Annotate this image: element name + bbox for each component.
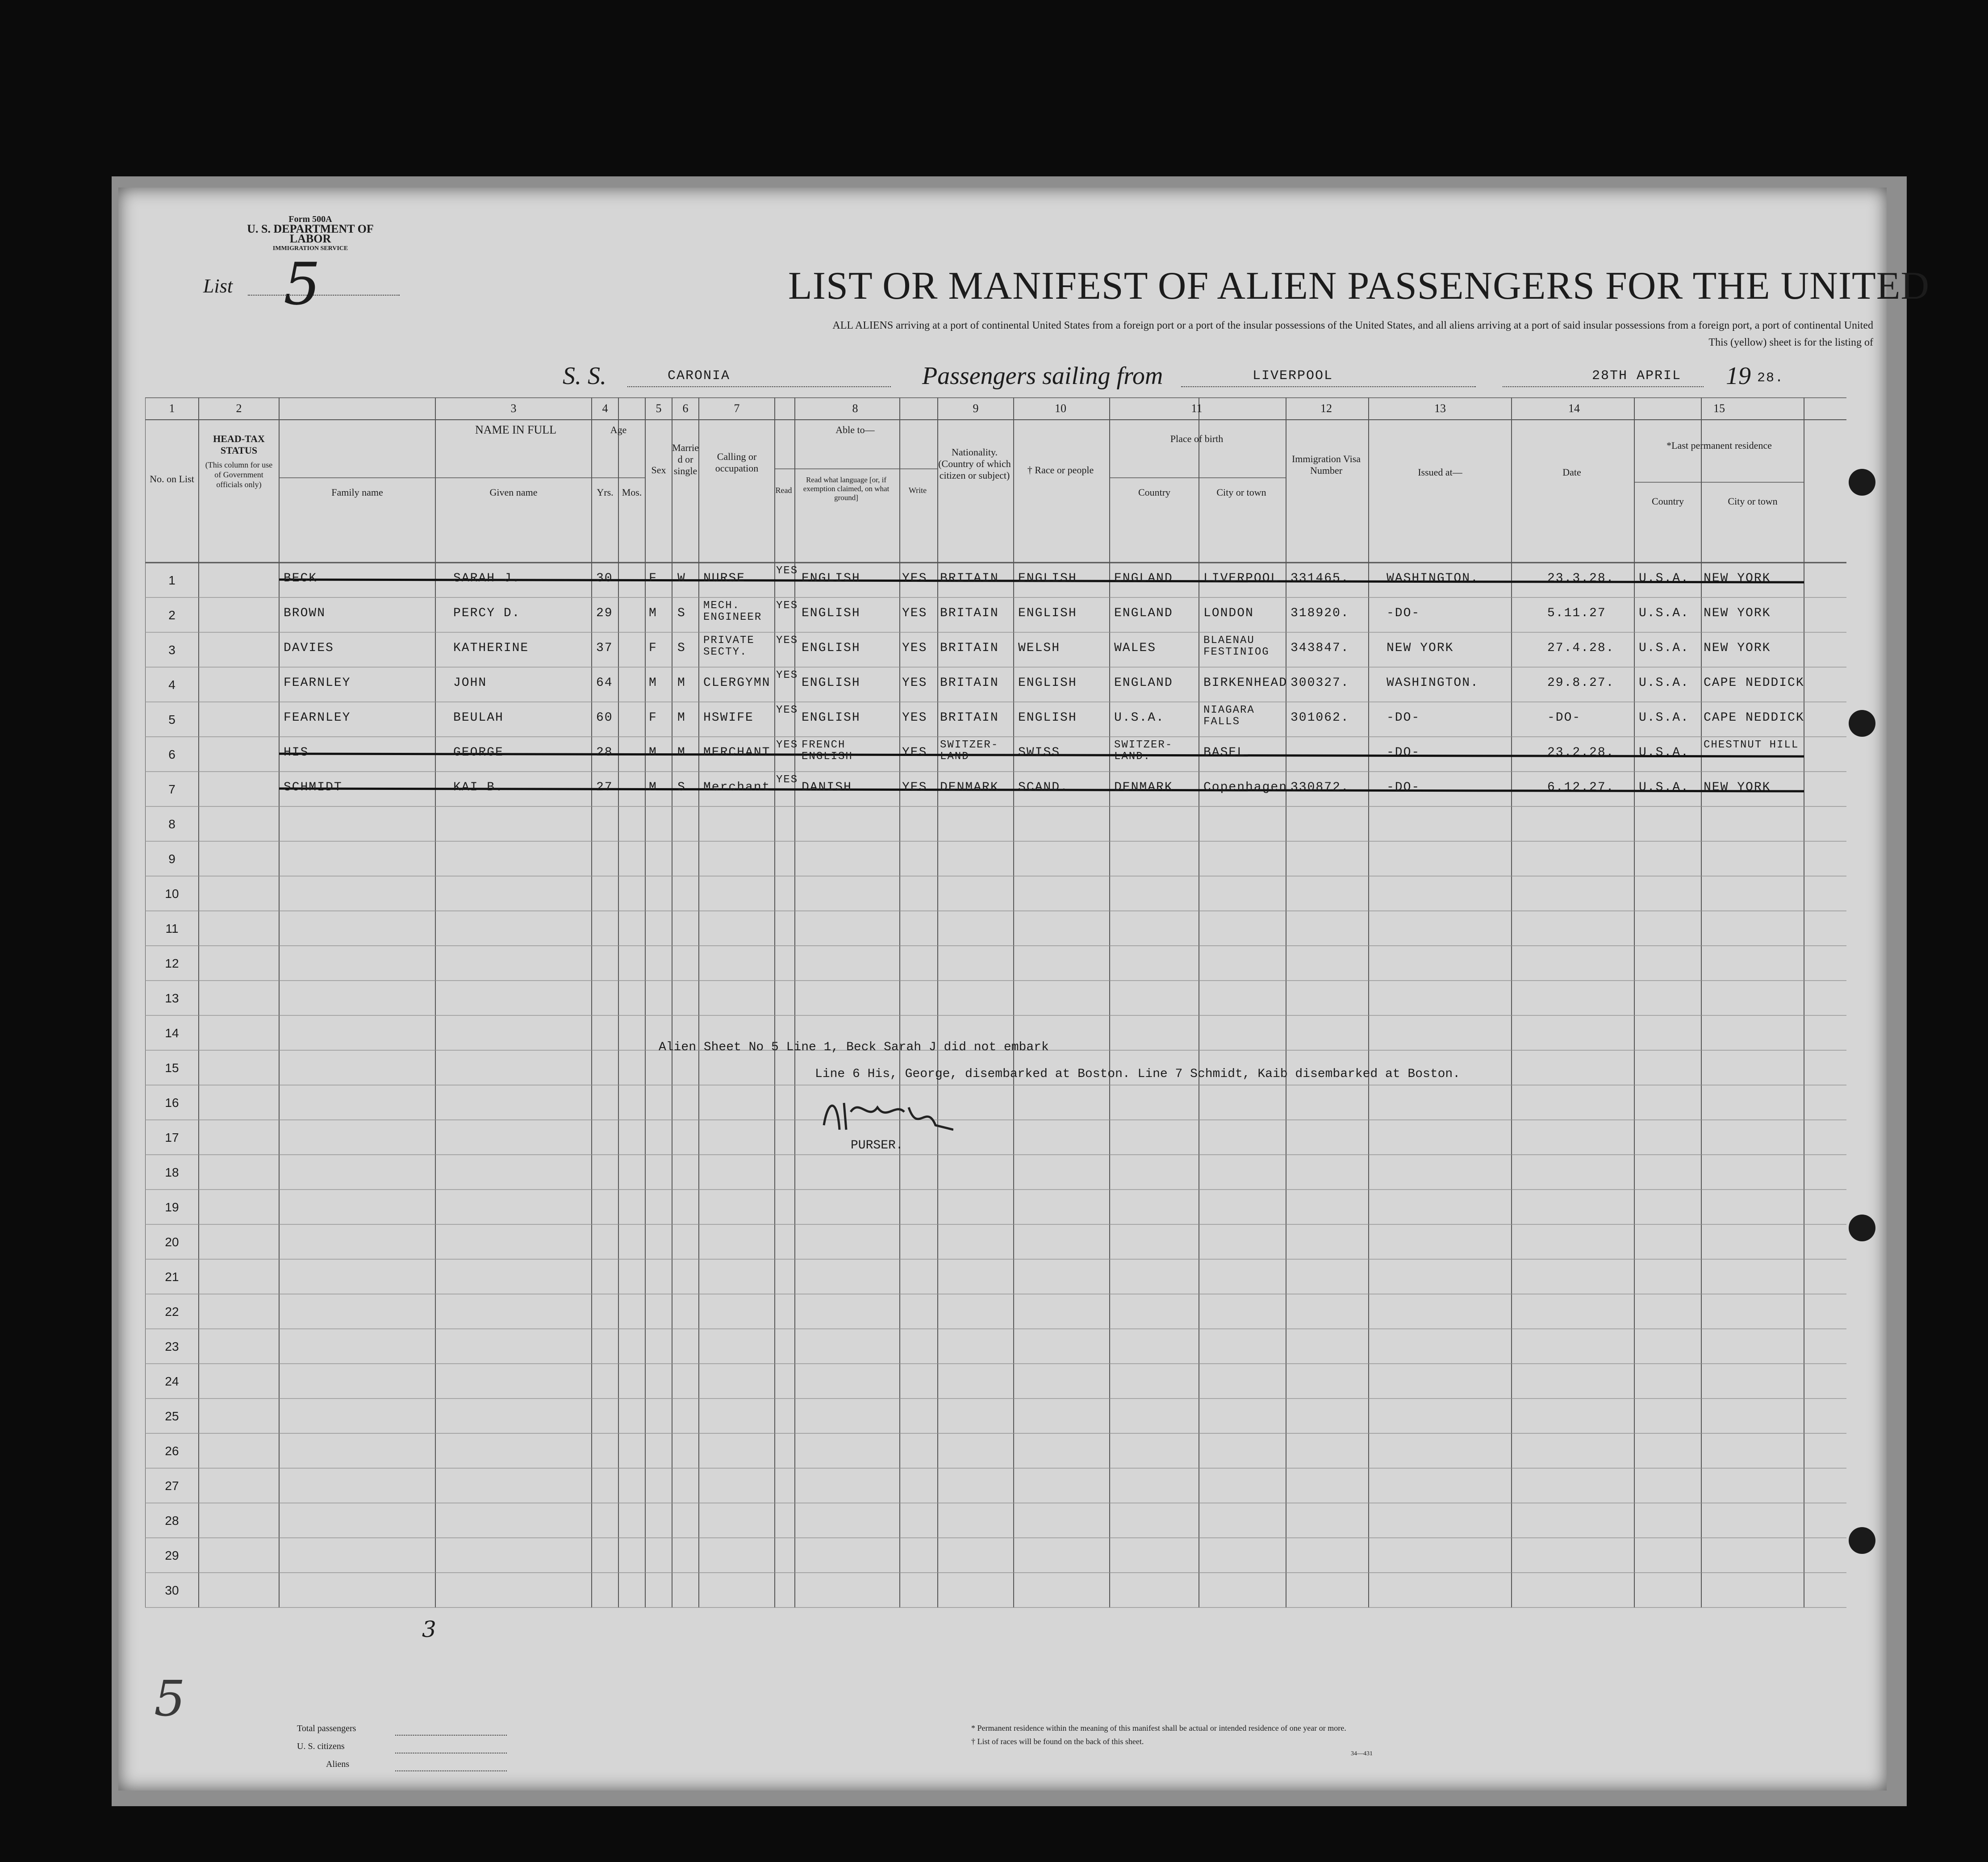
column-number: 3 xyxy=(510,402,517,415)
hdr-head-tax: HEAD-TAX STATUS xyxy=(213,433,265,456)
cell-read: YES xyxy=(776,739,798,751)
cell-family: DAVIES xyxy=(284,641,334,655)
cell-country: ENGLAND xyxy=(1114,606,1173,620)
cell-issued: -DO- xyxy=(1387,746,1420,760)
cell-nat: BRITAIN xyxy=(940,676,999,690)
subtitle-line-1: ALL ALIENS arriving at a port of continental United States from a foreign port or a port of the insular possessions of the United States, and all aliens arriving at a port of said insular possessions from a foreign port, a port of continental United xyxy=(832,320,1873,331)
cell-family: SCHMIDT xyxy=(284,781,342,794)
cell-write: YES xyxy=(902,641,927,655)
cell-rcountry: U.S.A. xyxy=(1639,606,1689,620)
cell-race: SCAND. xyxy=(1018,781,1069,794)
cell-yrs: 37 xyxy=(596,641,613,655)
cell-visa: 331465. xyxy=(1291,572,1349,585)
column-number: 15 xyxy=(1713,402,1725,415)
cell-race: SWISS xyxy=(1018,746,1061,760)
row-number: 7 xyxy=(168,782,175,796)
port-name: LIVERPOOL xyxy=(1253,368,1333,384)
row-number: 15 xyxy=(165,1061,179,1075)
aliens-line xyxy=(395,1770,507,1771)
cell-rcity: CAPE NEDDICK xyxy=(1704,711,1804,725)
hdr-race: † Race or people xyxy=(1027,464,1094,476)
cell-ms: M xyxy=(677,711,686,725)
cell-rcity: NEW YORK xyxy=(1704,781,1771,794)
cell-read: YES xyxy=(776,704,798,716)
cell-visa: 318920. xyxy=(1291,606,1349,620)
department: U. S. DEPARTMENT OF LABOR xyxy=(247,222,374,245)
cell-race: ENGLISH xyxy=(1018,676,1077,690)
cell-given: KAI B. xyxy=(453,781,504,794)
ss-label: S. S. xyxy=(563,362,606,390)
hdr-date: Date xyxy=(1562,467,1581,478)
cell-race: ENGLISH xyxy=(1018,572,1077,585)
column-number: 8 xyxy=(852,402,858,415)
cell-city: LONDON xyxy=(1203,606,1254,620)
cell-date: 5.11.27 xyxy=(1547,606,1606,620)
cell-city: BIRKENHEAD xyxy=(1203,676,1288,690)
cell-date: 6.12.27. xyxy=(1547,781,1615,794)
hdr-head-tax-note: (This column for use of Government officials only) xyxy=(205,460,273,489)
cell-lang: ENGLISH xyxy=(802,606,860,620)
row-number: 9 xyxy=(168,852,175,866)
hdr-sex: Sex xyxy=(651,464,666,476)
hdr-issued-at: Issued at— xyxy=(1418,467,1462,478)
footnote-2: † List of races will be found on the back of this sheet. xyxy=(971,1737,1144,1746)
cell-issued: WASHINGTON. xyxy=(1387,676,1479,690)
cell-country: DENMARK xyxy=(1114,781,1173,794)
hdr-calling: Calling or occupation xyxy=(715,451,759,474)
row-number: 4 xyxy=(168,678,175,692)
row-number: 10 xyxy=(165,887,179,901)
cell-rcity: NEW YORK xyxy=(1704,641,1771,655)
cell-sex: M xyxy=(649,676,657,690)
cell-lang: FRENCH ENGLISH xyxy=(802,739,853,763)
manifest-table xyxy=(145,397,1846,1692)
purser-label: PURSER. xyxy=(851,1139,903,1152)
cell-country: WALES xyxy=(1114,641,1157,655)
cell-visa: 300327. xyxy=(1291,676,1349,690)
cell-ms: S xyxy=(677,606,686,620)
cell-city: Copenhagen xyxy=(1203,781,1288,794)
cell-race: WELSH xyxy=(1018,641,1061,655)
cell-date: 27.4.28. xyxy=(1547,641,1615,655)
cell-write: YES xyxy=(902,711,927,725)
cell-given: BEULAH xyxy=(453,711,504,725)
binder-hole xyxy=(1849,469,1875,496)
cell-read: YES xyxy=(776,635,798,647)
cell-rcountry: U.S.A. xyxy=(1639,711,1689,725)
year: 28. xyxy=(1757,371,1784,386)
cell-write: YES xyxy=(902,676,927,690)
hdr-res-city: City or town xyxy=(1728,496,1778,507)
cell-lang: ENGLISH xyxy=(802,572,860,585)
cell-sex: M xyxy=(649,746,657,760)
hdr-last-residence: *Last permanent residence xyxy=(1666,440,1772,451)
cell-nat: BRITAIN xyxy=(940,641,999,655)
cell-nat: BRITAIN xyxy=(940,572,999,585)
service: IMMIGRATION SERVICE xyxy=(272,245,348,252)
cell-lang: ENGLISH xyxy=(802,676,860,690)
column-number: 10 xyxy=(1055,402,1066,415)
hdr-married: Married or single xyxy=(672,442,699,476)
footnote-1: * Permanent residence within the meaning of this manifest shall be actual or intended residence of one year or more. xyxy=(971,1724,1346,1733)
hdr-language: Read what language [or, if exemption claimed, on what ground] xyxy=(803,476,890,502)
cell-city: BASEL xyxy=(1203,746,1246,760)
total-line xyxy=(395,1735,507,1736)
cell-given: KATHERINE xyxy=(453,641,529,655)
cell-ms: W xyxy=(677,572,686,585)
cell-date: 23.3.28. xyxy=(1547,572,1615,585)
row-number: 8 xyxy=(168,817,175,831)
row-number: 2 xyxy=(168,608,175,622)
hdr-yrs: Yrs. xyxy=(597,487,614,498)
row-number: 20 xyxy=(165,1235,179,1249)
row-number: 14 xyxy=(165,1026,179,1040)
cell-sex: M xyxy=(649,781,657,794)
cell-country: SWITZER-LAND. xyxy=(1114,739,1173,763)
cell-issued: -DO- xyxy=(1387,781,1420,794)
hdr-able-to: Able to— xyxy=(835,424,875,435)
hdr-res-country: Country xyxy=(1651,496,1684,507)
cell-issued: WASHINGTON. xyxy=(1387,572,1479,585)
footer-code: 34—431 xyxy=(1351,1750,1373,1757)
cell-yrs: 64 xyxy=(596,676,613,690)
row-number: 11 xyxy=(165,922,179,935)
column-number: 14 xyxy=(1568,402,1580,415)
cell-ms: M xyxy=(677,746,686,760)
cell-sex: F xyxy=(649,572,657,585)
cell-occ: MERCHANT xyxy=(703,746,771,760)
footer-aliens: Aliens xyxy=(326,1759,350,1769)
column-number: 4 xyxy=(602,402,608,415)
hdr-country: Country xyxy=(1138,487,1171,498)
row-number: 5 xyxy=(168,713,175,726)
row-number: 18 xyxy=(165,1165,179,1179)
cell-country: ENGLAND xyxy=(1114,676,1173,690)
hdr-given-name: Given name xyxy=(489,487,538,498)
cell-visa: 343847. xyxy=(1291,641,1349,655)
cell-yrs: 30 xyxy=(596,572,613,585)
cell-rcity: NEW YORK xyxy=(1704,606,1771,620)
cell-rcity: CAPE NEDDICK xyxy=(1704,676,1804,690)
cell-family: FEARNLEY xyxy=(284,711,351,725)
row-number: 25 xyxy=(165,1409,179,1423)
hdr-place-of-birth: Place of birth xyxy=(1170,433,1224,444)
column-number: 11 xyxy=(1191,402,1203,415)
cell-rcountry: U.S.A. xyxy=(1639,746,1689,760)
cell-visa: 301062. xyxy=(1291,711,1349,725)
subtitle-line-2: This (yellow) sheet is for the listing of xyxy=(1708,337,1873,348)
row-number: 22 xyxy=(165,1305,179,1319)
hdr-no-on-list: No. on List xyxy=(150,473,194,484)
row-number: 28 xyxy=(165,1514,179,1528)
form-number: Form 500A xyxy=(288,214,332,224)
hdr-nationality: Nationality. (Country of which citizen or subject) xyxy=(938,447,1011,481)
cell-nat: SWITZER-LAND xyxy=(940,739,999,763)
cell-family: FEARNLEY xyxy=(284,676,351,690)
cell-nat: DENMARK xyxy=(940,781,999,794)
column-number: 6 xyxy=(682,402,689,415)
hdr-mos: Mos. xyxy=(622,487,642,498)
row-number: 6 xyxy=(168,747,175,761)
list-label: List xyxy=(203,275,233,297)
hdr-write: Write xyxy=(908,486,927,495)
cell-write: YES xyxy=(902,572,927,585)
cell-ms: S xyxy=(677,781,686,794)
ship-underline xyxy=(627,386,891,387)
column-number: 9 xyxy=(973,402,979,415)
cell-rcountry: U.S.A. xyxy=(1639,641,1689,655)
cell-yrs: 60 xyxy=(596,711,613,725)
row-number: 16 xyxy=(165,1096,179,1110)
cell-race: ENGLISH xyxy=(1018,711,1077,725)
cell-read: YES xyxy=(776,600,798,612)
cell-country: U.S.A. xyxy=(1114,711,1165,725)
cell-occ: MECH. ENGINEER xyxy=(703,600,762,623)
row-number: 24 xyxy=(165,1374,179,1388)
cell-read: YES xyxy=(776,669,798,681)
cell-family: BECK xyxy=(284,572,317,585)
row-number: 29 xyxy=(165,1549,179,1562)
row-number: 21 xyxy=(165,1270,179,1284)
page-number: 3 xyxy=(422,1616,436,1642)
cell-date: 29.8.27. xyxy=(1547,676,1615,690)
column-number: 7 xyxy=(734,402,740,415)
sailing-label: Passengers sailing from xyxy=(922,362,1163,390)
port-underline xyxy=(1181,386,1476,387)
cell-issued: NEW YORK xyxy=(1387,641,1454,655)
cell-nat: BRITAIN xyxy=(940,606,999,620)
row-number: 19 xyxy=(165,1200,179,1214)
manifest-sheet xyxy=(118,188,1930,1791)
footer-total: Total passengers xyxy=(297,1724,356,1733)
cell-write: YES xyxy=(902,606,927,620)
cell-write: YES xyxy=(902,746,927,760)
column-number: 12 xyxy=(1320,402,1332,415)
row-number: 3 xyxy=(168,643,175,657)
binder-hole xyxy=(1849,1215,1875,1241)
hdr-city: City or town xyxy=(1216,487,1266,498)
list-underline xyxy=(248,295,400,296)
row-number: 23 xyxy=(165,1340,179,1353)
cell-date: 23.2.28. xyxy=(1547,746,1615,760)
cell-rcountry: U.S.A. xyxy=(1639,676,1689,690)
cell-yrs: 28 xyxy=(596,746,613,760)
column-number: 1 xyxy=(169,402,175,415)
page-title: LIST OR MANIFEST OF ALIEN PASSENGERS FOR THE UNITED xyxy=(788,264,1930,308)
row-number: 27 xyxy=(165,1479,179,1493)
column-number: 2 xyxy=(236,402,242,415)
cell-lang: DANISH xyxy=(802,781,852,794)
cell-city: BLAENAU FESTINIOG xyxy=(1203,635,1270,658)
cell-given: PERCY D. xyxy=(453,606,521,620)
page-subtitle xyxy=(502,317,1873,351)
hdr-family-name: Family name xyxy=(331,487,383,498)
cell-write: YES xyxy=(902,781,927,794)
form-identifier xyxy=(239,214,382,254)
note-line-1: Alien Sheet No 5 Line 1, Beck Sarah J did not embark xyxy=(659,1040,1049,1054)
cell-occ: NURSE xyxy=(703,572,746,585)
column-number: 5 xyxy=(656,402,662,415)
year-prefix: 19 xyxy=(1726,362,1751,390)
cell-occ: Merchant xyxy=(703,781,771,794)
row-number: 26 xyxy=(165,1444,179,1458)
list-number: 5 xyxy=(284,250,321,318)
row-number: 13 xyxy=(165,991,179,1005)
cell-ms: S xyxy=(677,641,686,655)
cell-issued: -DO- xyxy=(1387,711,1420,725)
row-number: 30 xyxy=(165,1583,179,1597)
cell-country: ENGLAND xyxy=(1114,572,1173,585)
cell-issued: -DO- xyxy=(1387,606,1420,620)
cell-sex: F xyxy=(649,641,657,655)
cell-sex: F xyxy=(649,711,657,725)
cell-family: HIS xyxy=(284,746,309,760)
cell-city: LIVERPOOL xyxy=(1203,572,1279,585)
cell-visa: 330872. xyxy=(1291,781,1349,794)
hdr-visa: Immigration Visa Number xyxy=(1291,453,1361,476)
cell-rcity: NEW YORK xyxy=(1704,572,1771,585)
cell-rcountry: U.S.A. xyxy=(1639,572,1689,585)
cell-occ: HSWIFE xyxy=(703,711,754,725)
sailing-date: 28TH APRIL xyxy=(1592,368,1682,384)
cell-nat: BRITAIN xyxy=(940,711,999,725)
cell-rcity: CHESTNUT HILL xyxy=(1704,739,1799,751)
hdr-age: Age xyxy=(610,424,627,435)
footer-citizens: U. S. citizens xyxy=(297,1741,345,1751)
cell-read: YES xyxy=(776,774,798,786)
cell-lang: ENGLISH xyxy=(802,641,860,655)
binder-hole xyxy=(1849,1527,1875,1554)
date-underline xyxy=(1503,386,1704,387)
cell-read: YES xyxy=(776,565,798,577)
cell-city: NIAGARA FALLS xyxy=(1203,704,1255,728)
cell-ms: M xyxy=(677,676,686,690)
cell-rcountry: U.S.A. xyxy=(1639,781,1689,794)
row-number: 12 xyxy=(165,956,179,970)
margin-number: 5 xyxy=(154,1670,185,1727)
row-number: 17 xyxy=(165,1131,179,1144)
hdr-read: Read xyxy=(775,486,792,495)
note-line-2: Line 6 His, George, disembarked at Boston. Line 7 Schmidt, Kaib disembarked at Boston. xyxy=(815,1067,1461,1081)
binder-hole xyxy=(1849,710,1875,737)
column-number: 13 xyxy=(1434,402,1446,415)
cell-sex: M xyxy=(649,606,657,620)
hdr-name-in-full: NAME IN FULL xyxy=(475,423,556,436)
row-number: 1 xyxy=(168,573,175,587)
cell-given: GEORGE xyxy=(453,746,504,760)
cell-family: BROWN xyxy=(284,606,326,620)
cell-occ: CLERGYMN xyxy=(703,676,771,690)
ship-name: CARONIA xyxy=(668,368,731,384)
cell-occ: PRIVATE SECTY. xyxy=(703,635,755,658)
cell-lang: ENGLISH xyxy=(802,711,860,725)
cell-given: JOHN xyxy=(453,676,487,690)
cell-race: ENGLISH xyxy=(1018,606,1077,620)
cell-yrs: 29 xyxy=(596,606,613,620)
cell-date: -DO- xyxy=(1547,711,1581,725)
cell-given: SARAH J. xyxy=(453,572,521,585)
cell-yrs: 27 xyxy=(596,781,613,794)
